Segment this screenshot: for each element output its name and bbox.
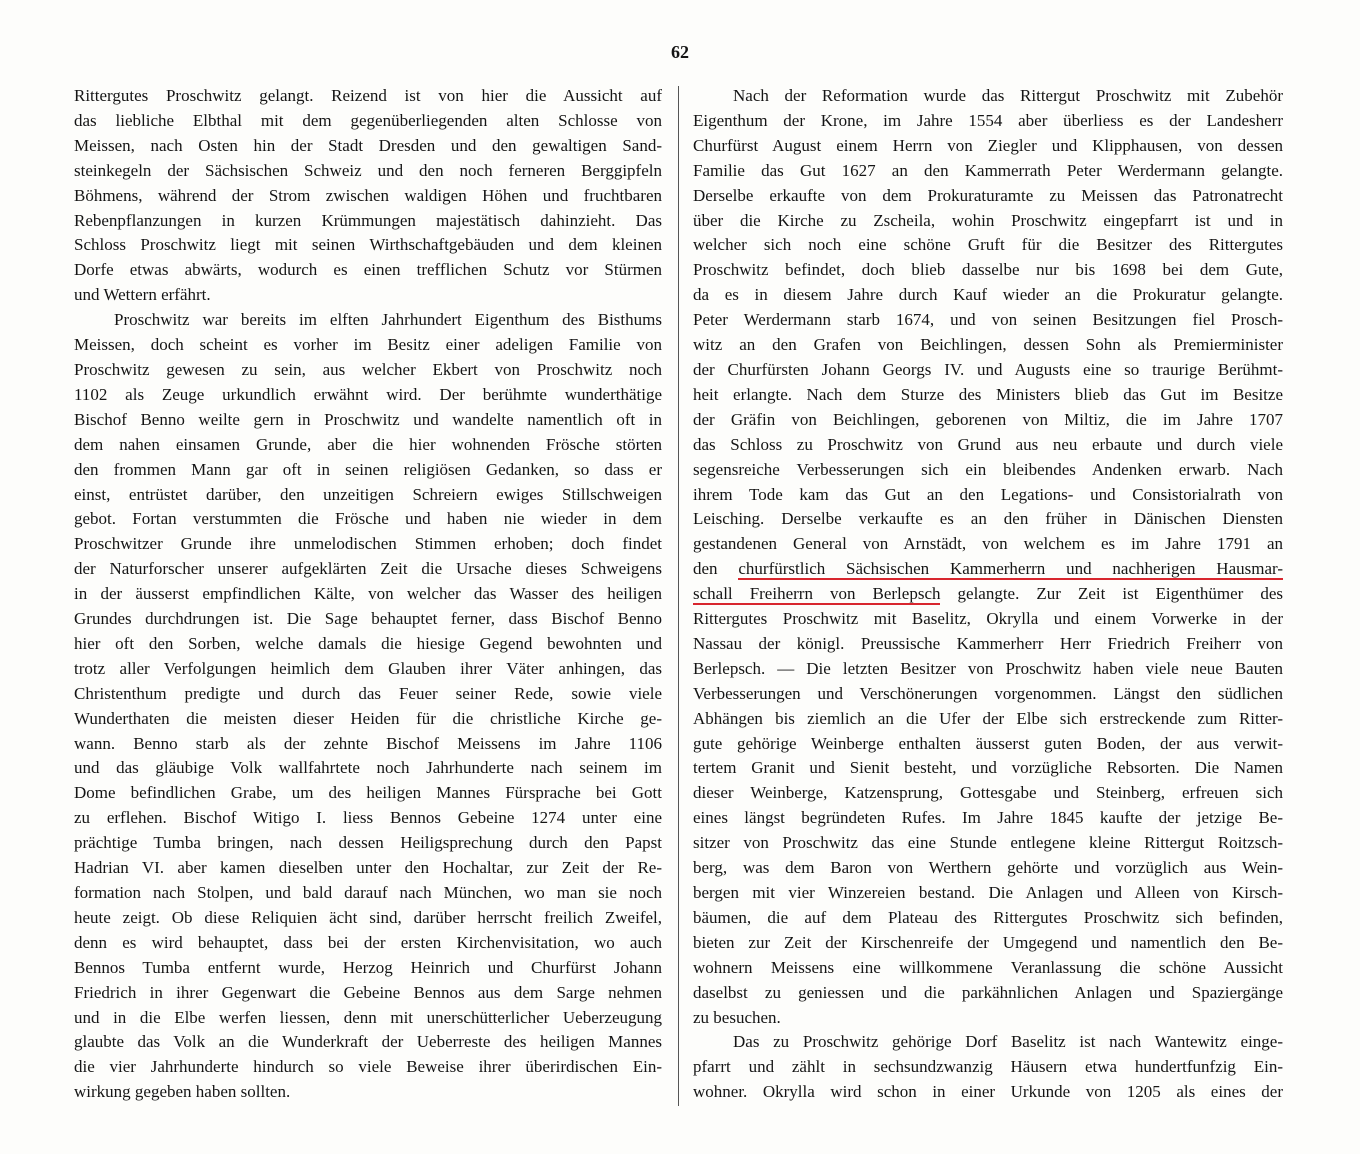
right-line: zu besuchen. [693, 1007, 781, 1027]
right-line: gute gehörige Weinberge enthalten äusserst guten Boden, der aus verwit- [693, 733, 1283, 753]
left-line: 1102 als Zeuge urkundlich erwähnt wird. Der berühmte wunderthätige [74, 384, 662, 404]
left-line: dem nahen einsamen Grunde, aber die hier wohnenden Frösche störten [74, 434, 662, 454]
right-line: Derselbe erkaufte von dem Prokuraturamte zu Meissen das Patronatrecht [693, 185, 1283, 205]
left-line: das liebliche Elbthal mit dem gegenüberliegenden alten Schlosse von [74, 110, 662, 130]
right-line: über die Kirche zu Zscheila, wohin Proschwitz eingepfarrt ist und in [693, 210, 1283, 230]
right-text-column [693, 84, 1283, 1105]
underlined-text: schall Freiherrn von Berlepsch [693, 584, 941, 604]
left-line: den frommen Mann gar oft in seinen religiösen Gedanken, so dass er [74, 459, 662, 479]
line-text: den [693, 559, 739, 579]
right-line: eines längst begründeten Rufes. Im Jahre 1845 kaufte der jetzige Be- [693, 808, 1283, 828]
right-line: wohnern Meissens eine willkommene Veranlassung die schöne Aussicht [693, 957, 1283, 977]
left-line: in der äusserst empfindlichen Kälte, von welcher das Wasser des heiligen [74, 584, 662, 604]
left-line: die vier Jahrhunderte hindurch so viele Beweise ihrer überirdischen Ein- [74, 1057, 662, 1077]
right-line: der Gräfin von Beichlingen, geborenen von Miltiz, die im Jahre 1707 [693, 409, 1283, 429]
right-line: Churfürst August einem Herrn von Ziegler und Klipphausen, von dessen [693, 135, 1283, 155]
left-line: zu erflehen. Bischof Witigo I. liess Bennos Gebeine 1274 unter eine [74, 808, 662, 828]
left-line: Böhmens, während der Strom zwischen waldigen Höhen und fruchtbaren [74, 185, 662, 205]
left-line: Dorfe etwas abwärts, wodurch es einen trefflichen Schutz vor Stürmen [74, 260, 662, 280]
right-line: Nassau der königl. Preussische Kammerherr Herr Friedrich Freiherr von [693, 633, 1283, 653]
right-line: Verbesserungen und Verschönerungen vorgenommen. Längst den südlichen [693, 683, 1283, 703]
left-line: hier oft den Sorben, welche damals die hiesige Gegend bewohnten und [74, 633, 662, 653]
right-line: der Churfürsten Johann Georgs IV. und Augusts eine so traurige Berühmt- [693, 359, 1283, 379]
right-line: gestandenen General von Arnstädt, von welchem es im Jahre 1791 an [693, 534, 1283, 554]
left-line: und Wettern erfährt. [74, 285, 211, 305]
left-line: Schloss Proschwitz liegt mit seinen Wirthschaftgebäuden und dem kleinen [74, 235, 662, 255]
line-text: gelangte. Zur Zeit ist Eigenthümer des [940, 584, 1283, 604]
left-line: heute zeigt. Ob diese Reliquien ächt sind, darüber herrscht freilich Zweifel, [74, 907, 662, 927]
left-line: Meissen, doch scheint es vorher im Besitz einer adeligen Familie von [74, 335, 662, 355]
right-line: heit erlangte. Nach dem Sturze des Ministers blieb das Gut im Besitze [693, 384, 1283, 404]
left-line: wirkung gegeben haben sollten. [74, 1082, 291, 1102]
left-line: glaubte das Volk an die Wunderkraft der Ueberreste des heiligen Mannes [74, 1032, 662, 1052]
left-line: der Naturforscher unserer aufgeklärten Zeit die Ursache dieses Schweigens [74, 559, 662, 579]
left-line: Rittergutes Proschwitz gelangt. Reizend ist von hier die Aussicht auf [74, 86, 662, 105]
right-line: segensreiche Verbesserungen sich ein bleibendes Andenken erwarb. Nach [693, 459, 1283, 479]
right-line: Berlepsch. — Die letzten Besitzer von Proschwitz haben viele neue Bauten [693, 658, 1283, 678]
right-line: ihrem Tode kam das Gut an den Legations- und Consistorialrath von [693, 484, 1283, 504]
left-line: Bischof Benno weilte gern in Proschwitz und wandelte namentlich oft in [74, 409, 662, 429]
underlined-text: churfürstlich Sächsischen Kammerherrn und nachherigen Hausmar- [738, 559, 1283, 579]
left-line: gebot. Fortan verstummten die Frösche und haben nie wieder in dem [74, 509, 662, 529]
right-line: Abhängen bis ziemlich an die Ufer der Elbe sich erstreckende zum Ritter- [693, 708, 1283, 728]
left-line: Hadrian VI. aber kamen dieselben unter den Hochaltar, zur Zeit der Re- [74, 858, 662, 878]
left-line: Grundes durchdrungen ist. Die Sage behauptet ferner, dass Bischof Benno [74, 609, 662, 629]
left-line: Friedrich in ihrer Gegenwart die Gebeine Bennos aus dem Sarge nehmen [74, 982, 662, 1002]
right-line: Rittergutes Proschwitz mit Baselitz, Okrylla und einem Vorwerke in der [693, 609, 1283, 629]
left-line: formation nach Stolpen, und bald darauf nach München, wo man sie noch [74, 883, 662, 902]
left-line: prächtige Tumba bringen, nach dessen Heiligsprechung durch den Papst [74, 833, 662, 853]
left-line: Proschwitz war bereits im elften Jahrhundert Eigenthum des Bisthums [114, 310, 662, 330]
right-line [693, 557, 1283, 582]
left-line: Dome befindlichen Grabe, um des heiligen Mannes Fürsprache bei Gott [74, 783, 662, 803]
right-line: Nach der Reformation wurde das Rittergut Proschwitz mit Zubehör [733, 86, 1283, 105]
right-line: Das zu Proschwitz gehörige Dorf Baselitz ist nach Wantewitz einge- [733, 1032, 1283, 1052]
left-line: trotz aller Verfolgungen heimlich dem Glauben ihrer Väter anhingen, das [74, 658, 662, 678]
right-line: bäumen, die auf dem Plateau des Rittergutes Proschwitz sich befinden, [693, 907, 1283, 927]
left-line: Christenthum predigte und durch das Feuer seiner Rede, sowie viele [74, 683, 662, 703]
right-line: Familie das Gut 1627 an den Kammerrath Peter Werdermann gelangte. [693, 160, 1283, 180]
right-line: sitzer von Proschwitz das eine Stunde entlegene kleine Rittergut Roitzsch- [693, 833, 1283, 853]
left-line: Proschwitzer Grunde ihre unmelodischen Stimmen erhoben; doch findet [74, 534, 662, 554]
left-line: und das gläubige Volk wallfahrtete noch Jahrhunderte nach seinem im [74, 758, 662, 778]
left-line: Rebenpflanzungen in kurzen Krümmungen majestätisch dahinzieht. Das [74, 210, 662, 230]
right-line: Eigenthum der Krone, im Jahre 1554 aber überliess es der Landesherr [693, 110, 1283, 130]
right-line: da es in diesem Jahre durch Kauf wieder an die Prokuratur gelangte. [693, 285, 1283, 305]
right-line: Peter Werdermann starb 1674, und von seinen Besitzungen fiel Prosch- [693, 310, 1283, 330]
left-line: Wunderthaten die meisten dieser Heiden für die christliche Kirche ge- [74, 708, 662, 728]
left-line: einst, entrüstet darüber, den unzeitigen Schreiern ewiges Stillschweigen [74, 484, 662, 504]
right-line: daselbst zu geniessen und die parkähnlichen Anlagen und Spaziergänge [693, 982, 1283, 1002]
left-line: steinkegeln der Sächsischen Schweiz und den noch ferneren Berggipfeln [74, 160, 662, 180]
right-line: Proschwitz befindet, doch blieb dasselbe nur bis 1698 bei dem Gute, [693, 260, 1283, 280]
right-line [693, 582, 1283, 607]
right-line: wohner. Okrylla wird schon in einer Urkunde von 1205 als eines der [693, 1082, 1283, 1102]
left-text-column [74, 84, 662, 1105]
right-line: witz an den Grafen von Beichlingen, dessen Sohn als Premierminister [693, 335, 1283, 355]
right-line: tertem Granit und Sienit besteht, und vorzügliche Rebsorten. Die Namen [693, 758, 1283, 778]
right-line: bieten zur Zeit der Kirschenreife der Umgegend und namentlich den Be- [693, 932, 1283, 952]
left-line: wann. Benno starb als der zehnte Bischof Meissens im Jahre 1106 [74, 733, 662, 753]
left-line: Proschwitz gewesen zu sein, aus welcher Ekbert von Proschwitz noch [74, 359, 662, 379]
right-line: berg, was dem Baron von Werthern gehörte und vorzüglich aus Wein- [693, 858, 1283, 878]
right-line: pfarrt und zählt in sechsundzwanzig Häusern etwa hundertfunfzig Ein- [693, 1057, 1283, 1077]
left-line: Meissen, nach Osten hin der Stadt Dresden und den gewaltigen Sand- [74, 135, 662, 155]
left-line: denn es wird behauptet, dass bei der ersten Kirchenvisitation, wo auch [74, 932, 662, 952]
column-divider [678, 86, 679, 1106]
right-line: dieser Weinberge, Katzensprung, Gottesgabe und Steinberg, erfreuen sich [693, 783, 1283, 803]
page-number: 62 [671, 42, 689, 62]
left-line: und in die Elbe werfen liessen, denn mit unerschütterlicher Ueberzeugung [74, 1007, 662, 1027]
right-line: welcher sich noch eine schöne Gruft für die Besitzer des Rittergutes [693, 235, 1283, 255]
right-line: bergen mit vier Winzereien bestand. Die Anlagen und Alleen von Kirsch- [693, 883, 1283, 902]
right-line: Leisching. Derselbe verkaufte es an den früher in Dänischen Diensten [693, 509, 1283, 529]
right-line: das Schloss zu Proschwitz von Grund aus neu erbaute und durch viele [693, 434, 1283, 454]
left-line: Bennos Tumba entfernt wurde, Herzog Heinrich und Churfürst Johann [74, 957, 662, 977]
